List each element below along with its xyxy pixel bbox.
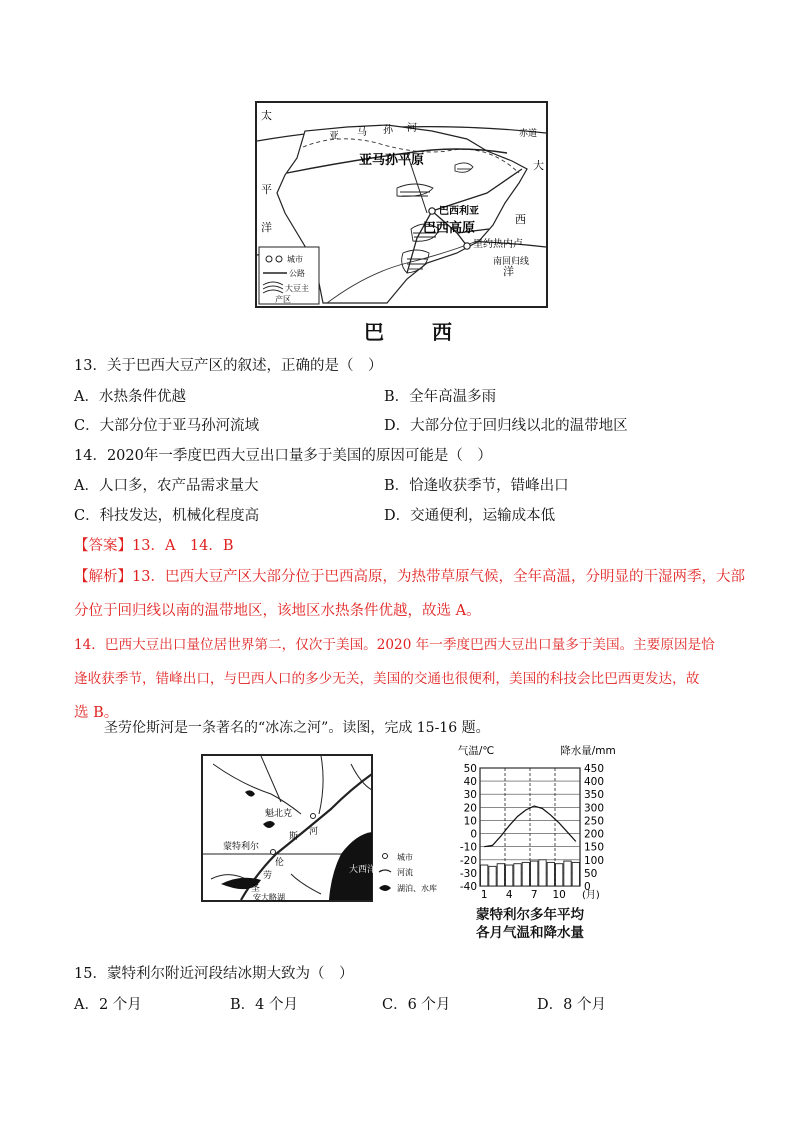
atlantic-label-1: 大 — [533, 159, 544, 172]
y-right-tick-label: 350 — [584, 789, 605, 802]
y-right-tick-label: 400 — [584, 776, 605, 789]
y-right-tick-label: 300 — [584, 802, 605, 815]
ocean-label: 大西洋 — [349, 865, 377, 875]
legend-river-label: 河流 — [397, 868, 413, 877]
legend-soy-label-2: 产区 — [275, 295, 291, 304]
quebec-city-icon — [311, 814, 316, 819]
precip-bar — [497, 864, 504, 886]
legend-soy-label-1: 大豆主 — [285, 284, 309, 293]
analysis-line-5: 选 B。 — [74, 705, 119, 721]
atlantic-label-3: 洋 — [503, 265, 514, 278]
brazil-map-drawing — [257, 103, 546, 306]
river-label-3: 伦 — [275, 858, 285, 868]
capricorn-label: 南回归线 — [493, 257, 530, 267]
stlawrence-map-drawing — [201, 754, 463, 904]
y-right-tick-label: 0 — [584, 881, 591, 893]
q14-option-b: B．恰逢收获季节，错峰出口 — [384, 478, 569, 494]
q13-stem: 13．关于巴西大豆产区的叙述，正确的是（ ） — [74, 358, 383, 374]
atlantic-label-2: 西 — [515, 213, 526, 226]
analysis-line-3: 14．巴西大豆出口量位居世界第二，仅次于美国。2020 年一季度巴西大豆出口量多于美国。主要原因是恰 — [74, 637, 715, 653]
q14-option-d: D．交通便利，运输成本低 — [384, 508, 556, 524]
q13-option-b: B．全年高温多雨 — [384, 389, 497, 405]
analysis-tag: 【解析】 — [74, 569, 132, 585]
answer-tag: 【答案】 — [74, 538, 132, 554]
brazil-plateau-label: 巴西高原 — [423, 221, 476, 236]
montreal-city-icon — [271, 850, 276, 855]
legend-road-label: 公路 — [289, 269, 305, 278]
rio-label: 里约热内卢 — [473, 239, 523, 250]
rio-city-icon — [464, 243, 470, 249]
q15-option-c: C．6 个月 — [382, 997, 451, 1013]
precip-bar — [489, 866, 496, 886]
brazil-map-caption: 巴 西 — [364, 320, 466, 344]
climate-caption-line-2: 各月气温和降水量 — [476, 925, 584, 941]
precip-bar — [481, 865, 488, 886]
y-right-tick-label: 150 — [584, 841, 605, 854]
q14-option-c: C．科技发达，机械化程度高 — [74, 508, 260, 524]
y-left-tick-label: -30 — [459, 867, 477, 880]
legend-river-icon — [379, 870, 391, 872]
stlawrence-map — [201, 754, 463, 904]
x-tick-label: 7 — [530, 889, 538, 901]
analysis-line-1: 13．巴西大豆产区大部分位于巴西高原，为热带草原气候，全年高温，分明显的干湿两季，大部 — [132, 569, 745, 585]
legend-city-icon — [266, 256, 272, 262]
analysis-line-2: 分位于回归线以南的温带地区，该地区水热条件优越，故选 A。 — [74, 603, 481, 619]
y-right-tick-label: 200 — [584, 828, 605, 841]
q15-stem: 15．蒙特利尔附近河段结冰期大致为（ ） — [74, 966, 354, 982]
pacific-label-3: 洋 — [261, 221, 272, 234]
y-left-tick-label: -20 — [459, 854, 477, 867]
q15-option-b: B．4 个月 — [230, 997, 298, 1013]
amazon-river-label-4: 河 — [407, 123, 417, 134]
climate-caption-line-1: 蒙特利尔多年平均 — [476, 907, 584, 923]
legend-city-icon-2 — [383, 854, 388, 859]
y-left-tick-label: 20 — [463, 802, 477, 815]
x-tick-label: 4 — [505, 889, 513, 901]
river-label-2: 斯 — [289, 832, 299, 842]
q15-option-a: A．2 个月 — [74, 997, 142, 1013]
precip-bar — [506, 865, 513, 886]
y-right-tick-label: 450 — [584, 763, 605, 775]
ontario-label: 安大略湖 — [253, 893, 285, 902]
y-right-tick-label: 100 — [584, 854, 605, 867]
y-right-tick-label: 50 — [584, 867, 598, 880]
legend-lake-icon — [379, 885, 391, 891]
quebec-label: 魁北克 — [265, 809, 293, 819]
y-left-axis-title: 气温/℃ — [457, 745, 495, 757]
climate-chart-caption — [440, 906, 620, 942]
analysis-block — [74, 560, 745, 730]
y-left-tick-label: 0 — [470, 828, 477, 841]
montreal-label: 蒙特利尔 — [223, 842, 260, 852]
precip-bar — [572, 862, 579, 886]
q14-stem: 14．2020年一季度巴西大豆出口量多于美国的原因可能是（ ） — [74, 448, 492, 464]
y-right-axis-title: 降水量/mm — [560, 745, 616, 757]
y-left-tick-label: 40 — [463, 776, 477, 789]
legend-lake-label: 湖泊、水库 — [397, 884, 437, 893]
precip-bar — [556, 864, 563, 886]
precip-bar — [547, 862, 554, 886]
y-left-tick-label: 50 — [463, 763, 477, 775]
brasilia-city-icon — [429, 208, 435, 214]
amazon-river-label-1: 亚 — [329, 131, 339, 142]
legend-city-label-2: 城市 — [397, 853, 413, 862]
amazon-river-label-2: 马 — [357, 127, 367, 138]
x-axis-unit: (月) — [582, 890, 600, 901]
legend-city-label: 城市 — [287, 255, 303, 264]
x-tick-label: 1 — [480, 889, 488, 901]
q15-option-d: D．8 个月 — [537, 997, 606, 1013]
answer-line — [74, 536, 234, 556]
brazil-map — [255, 101, 548, 308]
analysis-line-4: 逢收获季节，错峰出口，与巴西人口的多少无关，美国的交通也很便利，美国的科技会比巴西更发达，故 — [74, 671, 700, 687]
brasilia-label: 巴西利亚 — [439, 206, 479, 217]
precip-bar — [539, 860, 546, 886]
river-label-1: 河 — [309, 827, 319, 837]
precip-bar — [531, 861, 538, 886]
answer-text: 13．A 14．B — [132, 538, 234, 554]
q13-option-c: C．大部分位于亚马孙河流域 — [74, 418, 260, 434]
precip-bar — [564, 861, 571, 886]
river-label-4: 劳 — [263, 871, 273, 881]
precip-bar — [514, 864, 521, 886]
q13-option-d: D．大部分位于回归线以北的温带地区 — [384, 418, 628, 434]
amazon-river-label-3: 孙 — [383, 125, 393, 136]
y-left-tick-label: 30 — [463, 789, 477, 802]
q14-option-a: A．人口多，农产品需求量大 — [74, 478, 259, 494]
equator-label: 赤道 — [519, 129, 538, 139]
pacific-label-1: 太 — [261, 109, 272, 122]
x-tick-label: 10 — [552, 889, 566, 901]
intro-text: 圣劳伦斯河是一条著名的“冰冻之河”。读图，完成 15-16 题。 — [104, 720, 490, 736]
y-left-tick-label: -10 — [459, 841, 477, 854]
pacific-label-2: 平 — [261, 183, 272, 196]
q13-option-a: A．水热条件优越 — [74, 389, 186, 405]
y-left-tick-label: 10 — [463, 815, 477, 828]
y-left-tick-label: -40 — [459, 881, 477, 893]
y-right-tick-label: 250 — [584, 815, 605, 828]
river-label-5: 圣 — [251, 884, 261, 894]
precip-bar — [522, 862, 529, 886]
amazon-plain-label: 亚马孙平原 — [359, 153, 425, 168]
